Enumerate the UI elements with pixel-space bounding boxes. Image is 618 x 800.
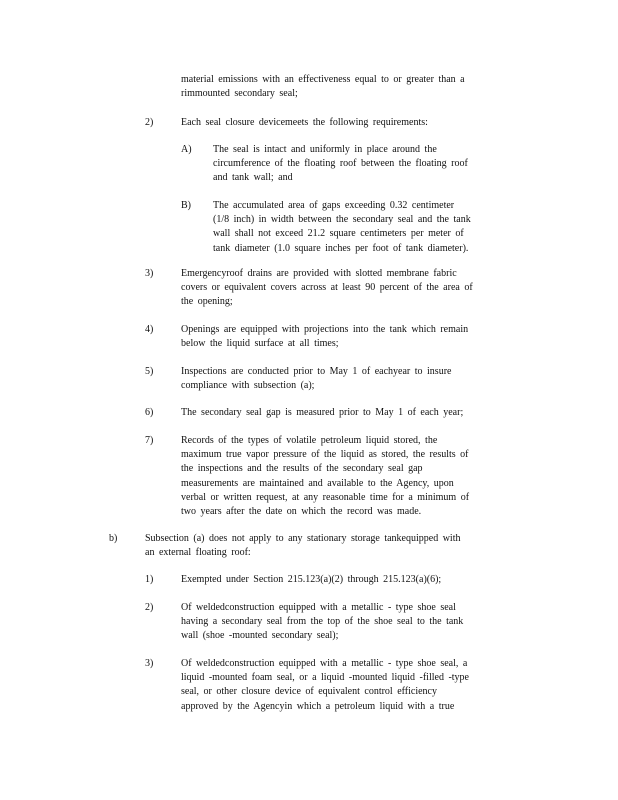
- text-line: (1/8 inch) in width between the secondary seal and the tank: [213, 214, 471, 226]
- text-line: Each seal closure devicemeets the following requirements:: [181, 117, 428, 128]
- text-line: material emissions with an effectiveness equal to or greater than a: [181, 74, 465, 85]
- text-line: Exempted under Section 215.123(a)(2) through 215.123(a)(6);: [181, 574, 442, 585]
- text-line: two years after the date on which the record was made.: [181, 506, 422, 518]
- text-line: wall (shoe -mounted secondary seal);: [181, 630, 339, 642]
- item-7-text: [181, 434, 501, 519]
- item-label: 3): [145, 658, 154, 669]
- text-line: rimmounted secondary seal;: [181, 88, 298, 100]
- item-label: 5): [145, 366, 154, 377]
- text-line: the inspections and the results of the secondary seal gap: [181, 463, 423, 475]
- b-item-1-text: [181, 573, 499, 587]
- item-6-text: [181, 406, 499, 420]
- text-line: Openings are equipped with projections into the tank which remain: [181, 324, 469, 335]
- text-line: compliance with subsection (a);: [181, 380, 315, 392]
- text-line: approved by the Agencyin which a petroleum liquid with a true: [181, 700, 455, 712]
- item-label: 4): [145, 324, 154, 335]
- text-line: The secondary seal gap is measured prior to May 1 of each year;: [181, 407, 464, 418]
- text-line: Of weldedconstruction equipped with a metallic - type shoe seal: [181, 602, 456, 613]
- item-label: 2): [145, 117, 154, 128]
- continuation-paragraph: [181, 73, 499, 101]
- item-label: 6): [145, 407, 154, 418]
- text-line: and tank wall; and: [213, 172, 293, 184]
- text-line: circumference of the floating roof between the floating roof: [213, 158, 468, 170]
- subsection-label: b): [109, 533, 118, 544]
- subitem-label: A): [181, 144, 192, 155]
- item-3-text: [181, 267, 501, 310]
- text-line: tank diameter (1.0 square inches per foot of tank diameter).: [213, 242, 469, 254]
- subsection-b-text: [145, 532, 501, 560]
- text-line: measurements are maintained and available to the Agency, upon: [181, 477, 454, 489]
- item-5-text: [181, 365, 499, 393]
- text-line: liquid -mounted foam seal, or a liquid -mounted liquid -filled -type: [181, 672, 469, 684]
- text-line: Inspections are conducted prior to May 1 of eachyear to insure: [181, 366, 452, 377]
- item-label: 1): [145, 574, 154, 585]
- text-line: below the liquid surface at all times;: [181, 338, 339, 350]
- text-line: The accumulated area of gaps exceeding 0.32 centimeter: [213, 200, 455, 211]
- text-line: covers or equivalent covers across at least 90 percent of the area of: [181, 282, 473, 294]
- text-line: seal, or other closure device of equivalent control efficiency: [181, 686, 437, 698]
- subitem-b-text: [213, 199, 499, 256]
- text-line: verbal or written request, at any reasonable time for a minimum of: [181, 491, 470, 503]
- item-label: 2): [145, 602, 154, 613]
- b-item-3-text: [181, 657, 499, 714]
- text-line: wall shall not exceed 21.2 square centimeters per meter of: [213, 228, 464, 240]
- item-label: 7): [145, 435, 154, 446]
- b-item-2-text: [181, 601, 489, 644]
- text-line: Records of the types of volatile petroleum liquid stored, the: [181, 435, 438, 446]
- text-line: The seal is intact and uniformly in place around the: [213, 144, 437, 155]
- text-line: maximum true vapor pressure of the liquid as stored, the results of: [181, 449, 469, 461]
- item-label: 3): [145, 268, 154, 279]
- text-line: having a secondary seal from the top of the shoe seal to the tank: [181, 616, 464, 628]
- item-2-text: [181, 116, 499, 130]
- text-line: Emergencyroof drains are provided with slotted membrane fabric: [181, 268, 457, 279]
- subitem-label: B): [181, 200, 191, 211]
- subitem-a-text: [213, 143, 499, 186]
- text-line: Of weldedconstruction equipped with a metallic - type shoe seal, a: [181, 658, 468, 669]
- text-line: the opening;: [181, 296, 233, 308]
- item-4-text: [181, 323, 499, 351]
- text-line: an external floating roof:: [145, 547, 251, 559]
- text-line: Subsection (a) does not apply to any stationary storage tankequipped with: [145, 533, 461, 544]
